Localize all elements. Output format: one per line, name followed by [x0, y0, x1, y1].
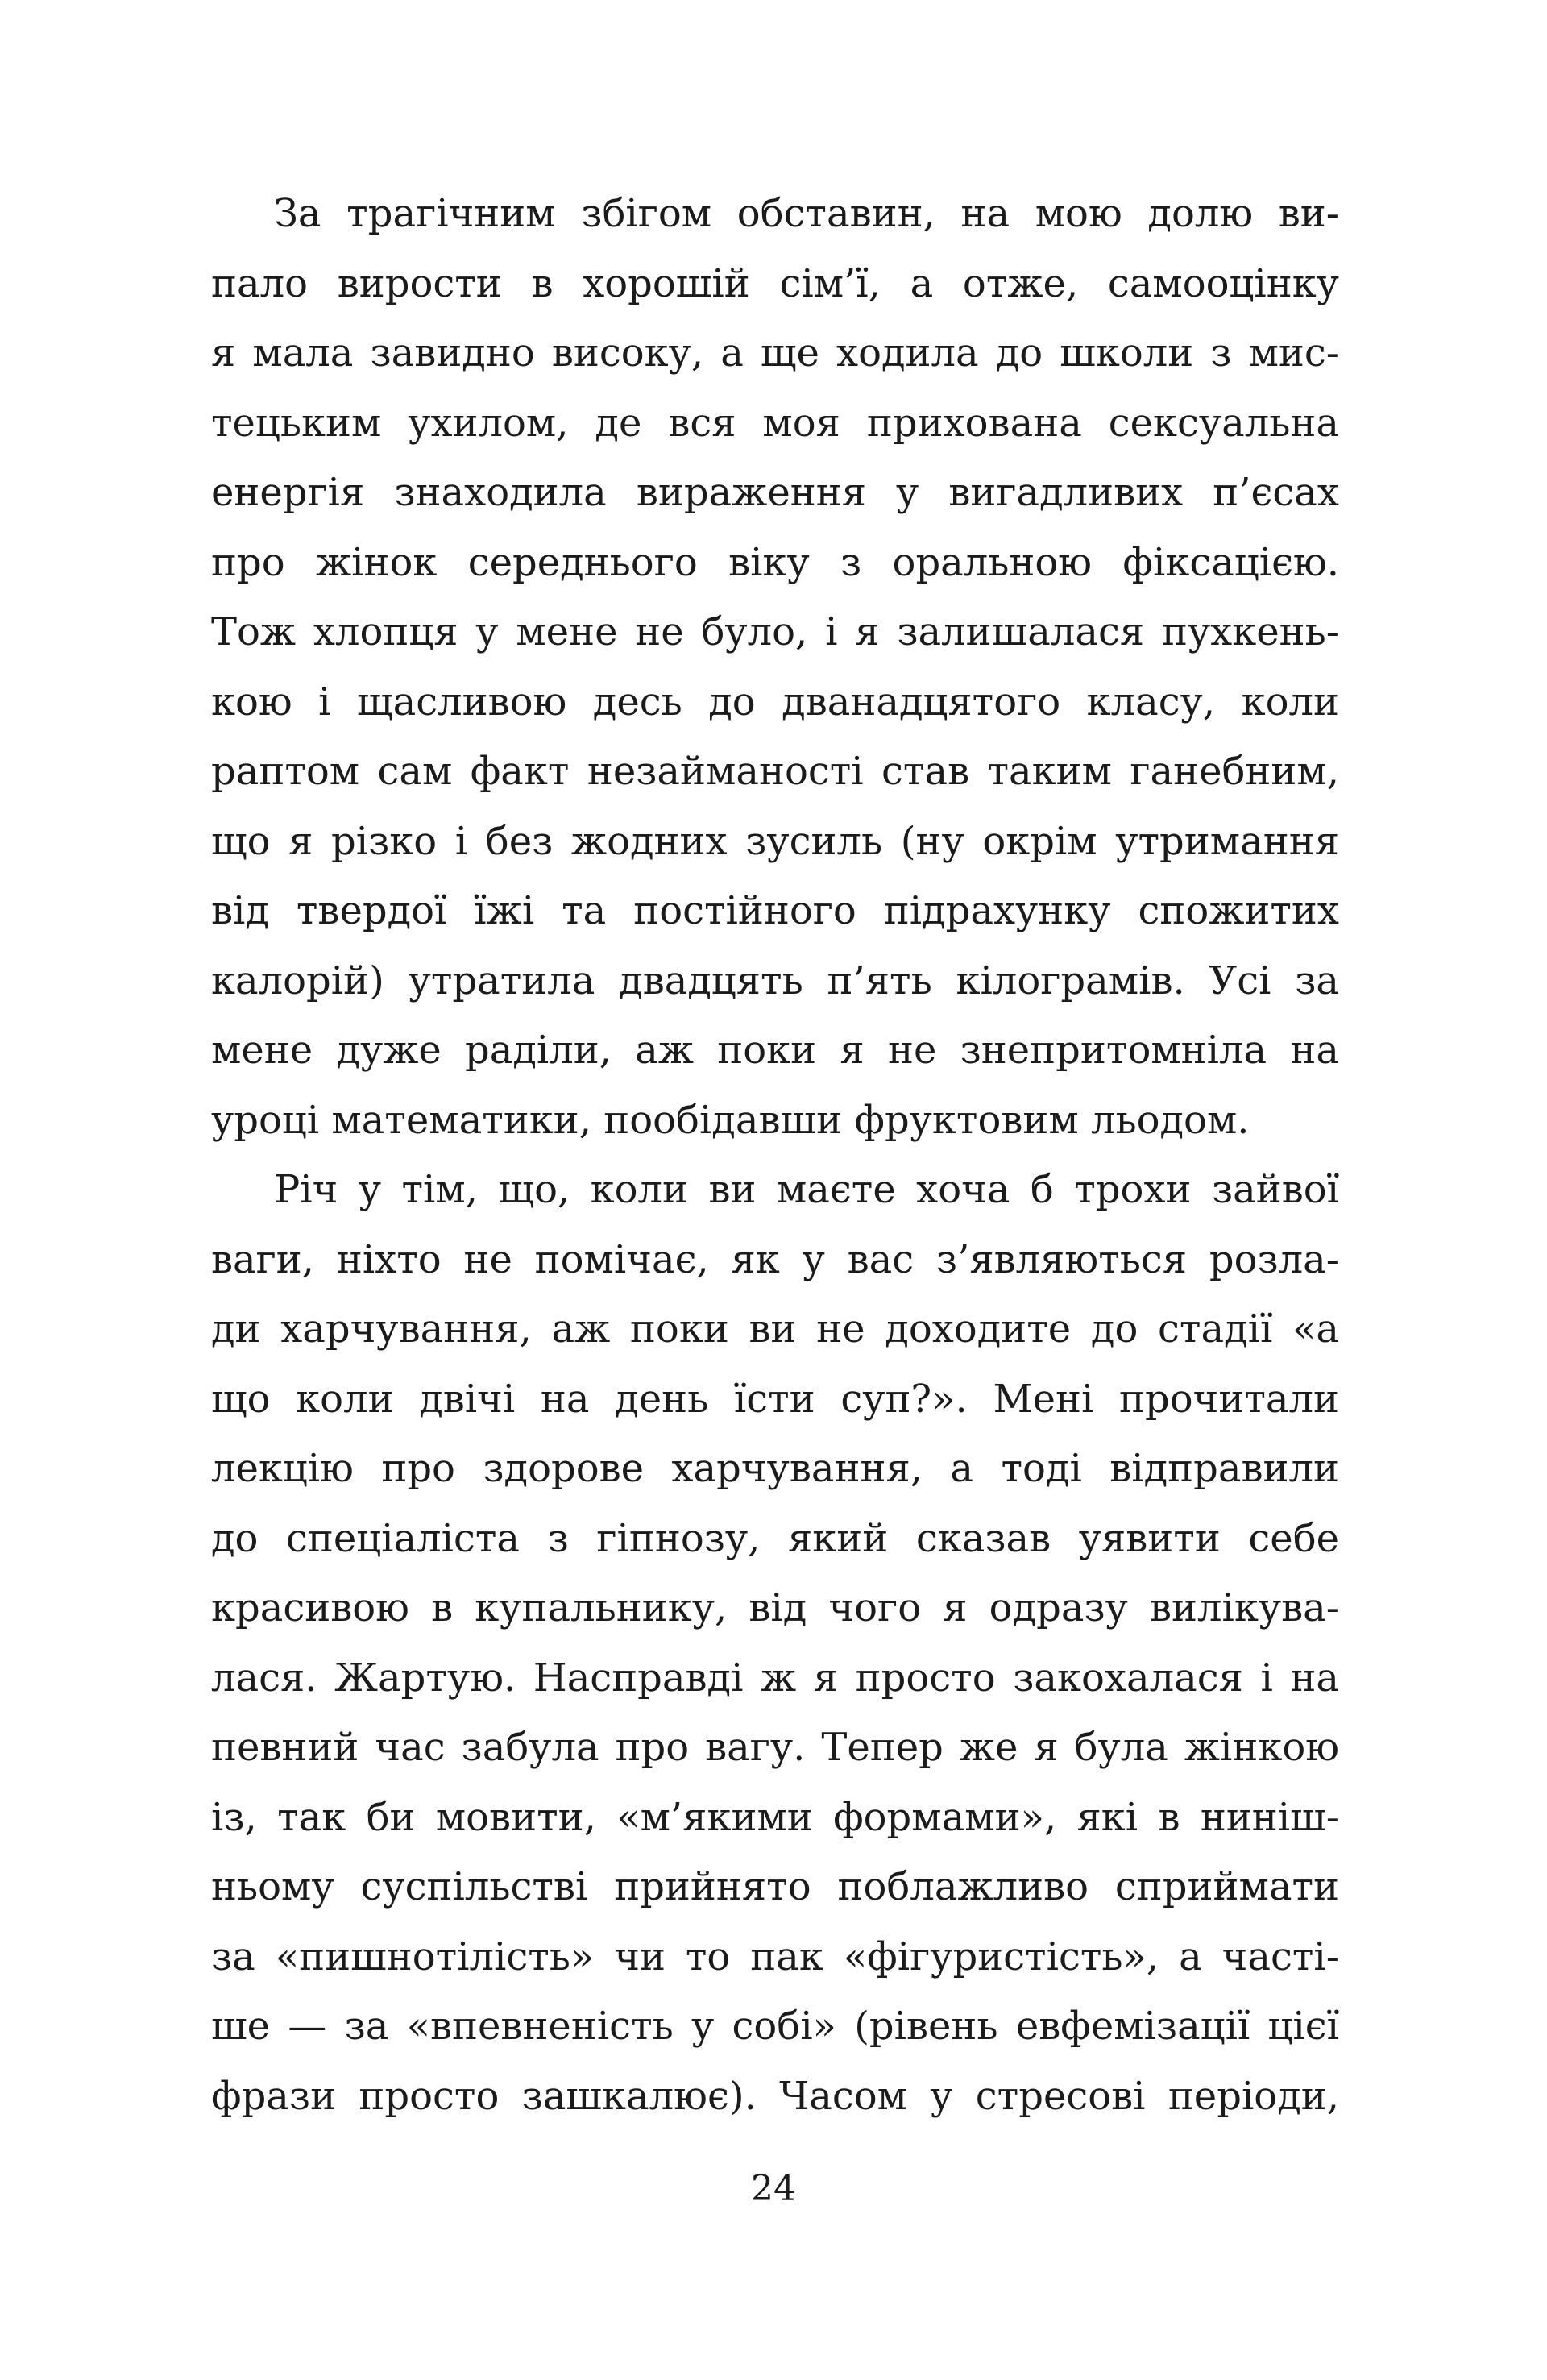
text-line: калорій) утратила двадцять п’ять кілограмів. Усі за	[211, 957, 1339, 1003]
text-line: лекцію про здорове харчування, а тоді відправили	[211, 1446, 1339, 1491]
text-line: За трагічним збігом обставин, на мою долю ви-	[274, 191, 1339, 236]
text-line: Тож хлопця у мене не було, і я залишалася пухкень-	[211, 609, 1339, 654]
text-line: я мала завидно високу, а ще ходила до школи з мис-	[211, 330, 1339, 376]
text-line: до спеціаліста з гіпнозу, який сказав уявити себе	[211, 1515, 1339, 1561]
text-line: кою і щасливою десь до дванадцятого класу, коли	[211, 679, 1339, 725]
text-line: фрази просто зашкалює). Часом у стресові періоди,	[211, 2073, 1339, 2119]
text-line: енергія знаходила вираження у вигадливих п’єсах	[211, 470, 1339, 515]
text-line: ди харчування, аж поки ви не доходите до стадії «а	[211, 1306, 1339, 1352]
text-line: красивою в купальнику, від чого я одразу вилікува-	[211, 1585, 1339, 1630]
text-line: від твердої їжі та постійного підрахунку спожитих	[211, 888, 1339, 933]
text-line: що я різко і без жодних зусиль (ну окрім утримання	[211, 818, 1339, 864]
text-line: тецьким ухилом, де вся моя прихована сексуальна	[211, 400, 1339, 446]
text-line: ньому суспільстві прийнято поблажливо сприймати	[211, 1864, 1339, 1909]
text-line: ваги, ніхто не помічає, як у вас з’являються розла-	[211, 1236, 1339, 1282]
text-line: мене дуже раділи, аж поки я не знепритомніла на	[211, 1028, 1339, 1073]
text-line: лася. Жартую. Насправді ж я просто закохалася і на	[211, 1655, 1339, 1701]
text-line: про жінок середнього віку з оральною фіксацією.	[211, 539, 1339, 585]
text-line: певний час забула про вагу. Тепер же я була жінкою	[211, 1725, 1339, 1770]
text-line: ше — за «впевненість у собі» (рівень евфемізації цієї	[211, 2004, 1339, 2049]
text-line: раптом сам факт незайманості став таким ганебним,	[211, 749, 1339, 794]
text-line: із, так би мовити, «м’якими формами», які в ниніш-	[211, 1794, 1339, 1840]
text-line: за «пишнотілість» чи то пак «фігуристість», а часті-	[211, 1933, 1339, 1979]
text-line: що коли двічі на день їсти суп?». Мені прочитали	[211, 1376, 1339, 1422]
body-text	[211, 179, 1339, 2131]
text-line: Річ у тім, що, коли ви маєте хоча б трохи зайвої	[274, 1167, 1339, 1212]
page-number: 24	[751, 2168, 796, 2209]
text-line: пало вирости в хорошій сім’ї, а отже, самооцінку	[211, 260, 1339, 306]
text-line: уроці математики, пообідавши фруктовим льодом.	[211, 1097, 1250, 1143]
